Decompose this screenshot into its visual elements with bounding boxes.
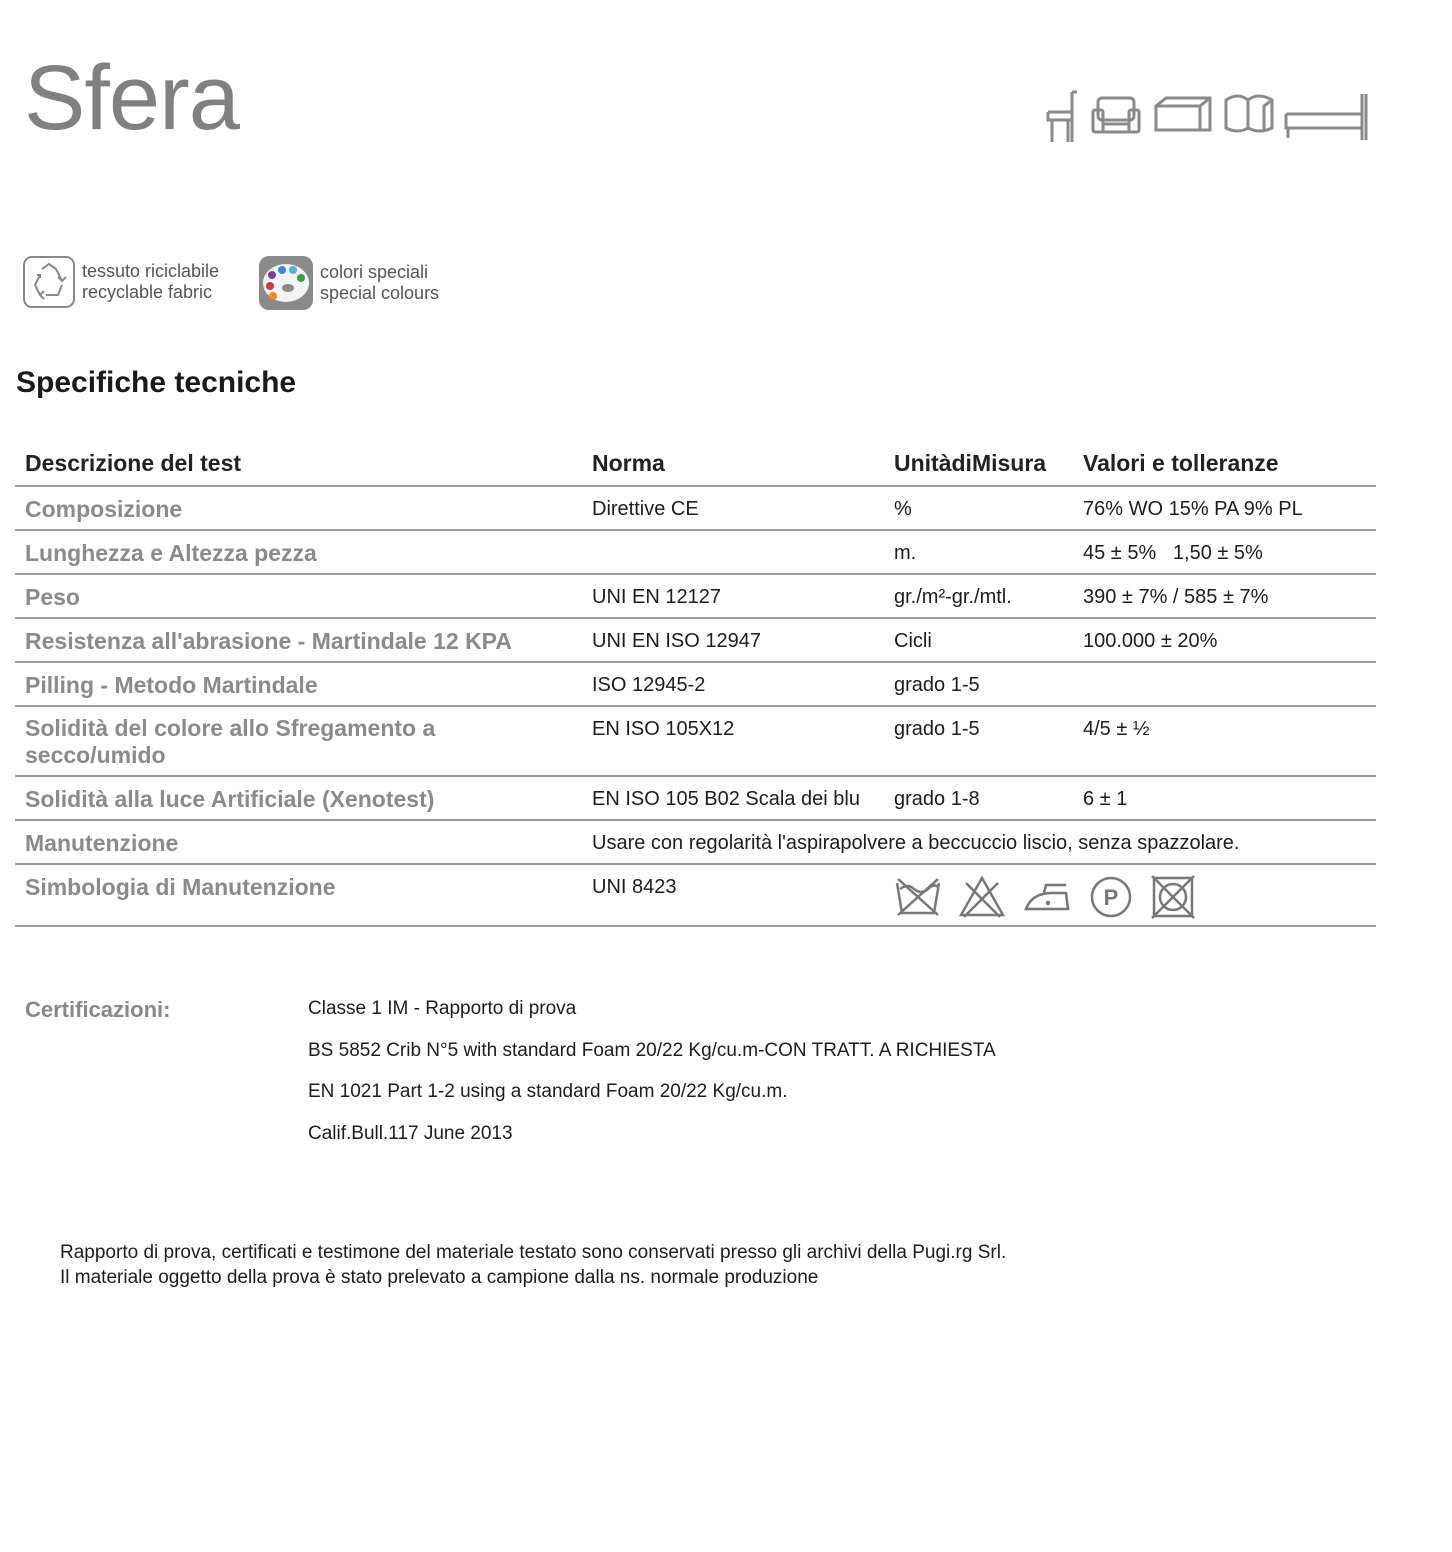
row-description: Pilling - Metodo Martindale (15, 662, 582, 706)
header-norm: Norma (582, 440, 884, 486)
row-description: Peso (15, 574, 582, 618)
row-value (1073, 662, 1376, 706)
no-wash-icon (894, 875, 942, 919)
maintenance-text: Usare con regolarità l'aspirapolvere a beccuccio liscio, senza spazzolare. (582, 820, 1376, 864)
row-description: Solidità alla luce Artificiale (Xenotest) (15, 776, 582, 820)
special-colours-label-en: special colours (320, 283, 440, 303)
dry-clean-p-icon (1088, 875, 1134, 919)
certifications-list (308, 996, 996, 1162)
footer-line-1: Rapporto di prova, certificati e testimone del materiale testato sono conservati presso gli archivi della Pugi.rg Srl. (60, 1242, 1007, 1263)
row-unit: grado 1-5 (884, 706, 1073, 776)
header-unit: UnitàdiMisura (884, 440, 1073, 486)
row-description: Resistenza all'abrasione - Martindale 12 KPA (15, 618, 582, 662)
product-title: Sfera (24, 47, 239, 149)
row-value: 100.000 ± 20% (1073, 618, 1376, 662)
recyclable-label-it: tessuto riciclabile (82, 261, 220, 281)
certification-item: EN 1021 Part 1-2 using a standard Foam 20/22 Kg/cu.m. (308, 1081, 788, 1102)
recyclable-label-en: recyclable fabric (82, 282, 213, 302)
row-value: 6 ± 1 (1073, 776, 1376, 820)
svg-text:P: P (1103, 885, 1119, 910)
table-row (15, 662, 1376, 706)
table-row (15, 574, 1376, 618)
care-symbols-norm: UNI 8423 (582, 864, 884, 926)
no-tumble-dry-icon (1150, 875, 1196, 919)
iron-low-icon (1022, 875, 1072, 919)
cushion-icon (1222, 86, 1278, 141)
recyclable-badge (22, 255, 219, 309)
row-value: 45 ± 5% 1,50 ± 5% (1073, 530, 1376, 574)
footer-note (60, 1240, 1006, 1290)
care-symbols-row (15, 864, 1376, 926)
row-value: 390 ± 7% / 585 ± 7% (1073, 574, 1376, 618)
care-symbols-label: Simbologia di Manutenzione (15, 864, 582, 926)
table-row (15, 618, 1376, 662)
row-unit: m. (884, 530, 1073, 574)
chair-icon (1044, 86, 1084, 146)
bed-icon (1282, 86, 1372, 146)
row-unit: grado 1-5 (884, 662, 1073, 706)
maintenance-label: Manutenzione (15, 820, 582, 864)
certification-item: Calif.Bull.117 June 2013 (308, 1122, 513, 1144)
row-description: Solidità del colore allo Sfregamento a secco/umido (15, 706, 582, 776)
care-icons (894, 875, 1366, 919)
row-norm: EN ISO 105X12 (582, 706, 884, 776)
row-unit: Cicli (884, 618, 1073, 662)
table-row (15, 530, 1376, 574)
certifications-label: Certificazioni: (25, 997, 171, 1022)
special-colours-label-it: colori speciali (320, 262, 429, 282)
row-unit: grado 1-8 (884, 776, 1073, 820)
table-row (15, 776, 1376, 820)
row-norm: ISO 12945-2 (582, 662, 884, 706)
table-header-row (15, 440, 1376, 486)
maintenance-row (15, 820, 1376, 864)
row-description: Composizione (15, 486, 582, 530)
row-norm: UNI EN ISO 12947 (582, 618, 884, 662)
header-description: Descrizione del test (15, 440, 582, 486)
row-description: Lunghezza e Altezza pezza (15, 530, 582, 574)
row-unit: gr./m²-gr./mtl. (884, 574, 1073, 618)
footer-line-2: Il materiale oggetto della prova è stato prelevato a campione dalla ns. normale produzione (60, 1267, 819, 1288)
row-norm: EN ISO 105 B02 Scala dei blu (582, 776, 884, 820)
certification-item: Classe 1 IM - Rapporto di prova (308, 998, 577, 1019)
header-values: Valori e tolleranze (1073, 440, 1376, 486)
certification-item: BS 5852 Crib N°5 with standard Foam 20/22 Kg/cu.m-CON TRATT. A RICHIESTA (308, 1039, 996, 1061)
table-row (15, 706, 1376, 776)
row-value: 76% WO 15% PA 9% PL (1073, 486, 1376, 530)
usage-icons (1040, 86, 1375, 148)
row-value: 4/5 ± ½ (1073, 706, 1376, 776)
section-title: Specifiche tecniche (16, 366, 297, 399)
armchair-icon (1090, 86, 1142, 141)
row-norm (582, 530, 884, 574)
row-norm: Direttive CE (582, 486, 884, 530)
no-bleach-icon (958, 875, 1006, 919)
specs-table (15, 440, 1376, 927)
palette-icon (258, 255, 314, 311)
recycle-icon (22, 255, 76, 309)
table-row (15, 486, 1376, 530)
special-colours-badge (258, 255, 439, 311)
row-norm: UNI EN 12127 (582, 574, 884, 618)
care-symbols-cell (884, 864, 1376, 926)
row-unit: % (884, 486, 1073, 530)
sofa-icon (1152, 86, 1214, 141)
